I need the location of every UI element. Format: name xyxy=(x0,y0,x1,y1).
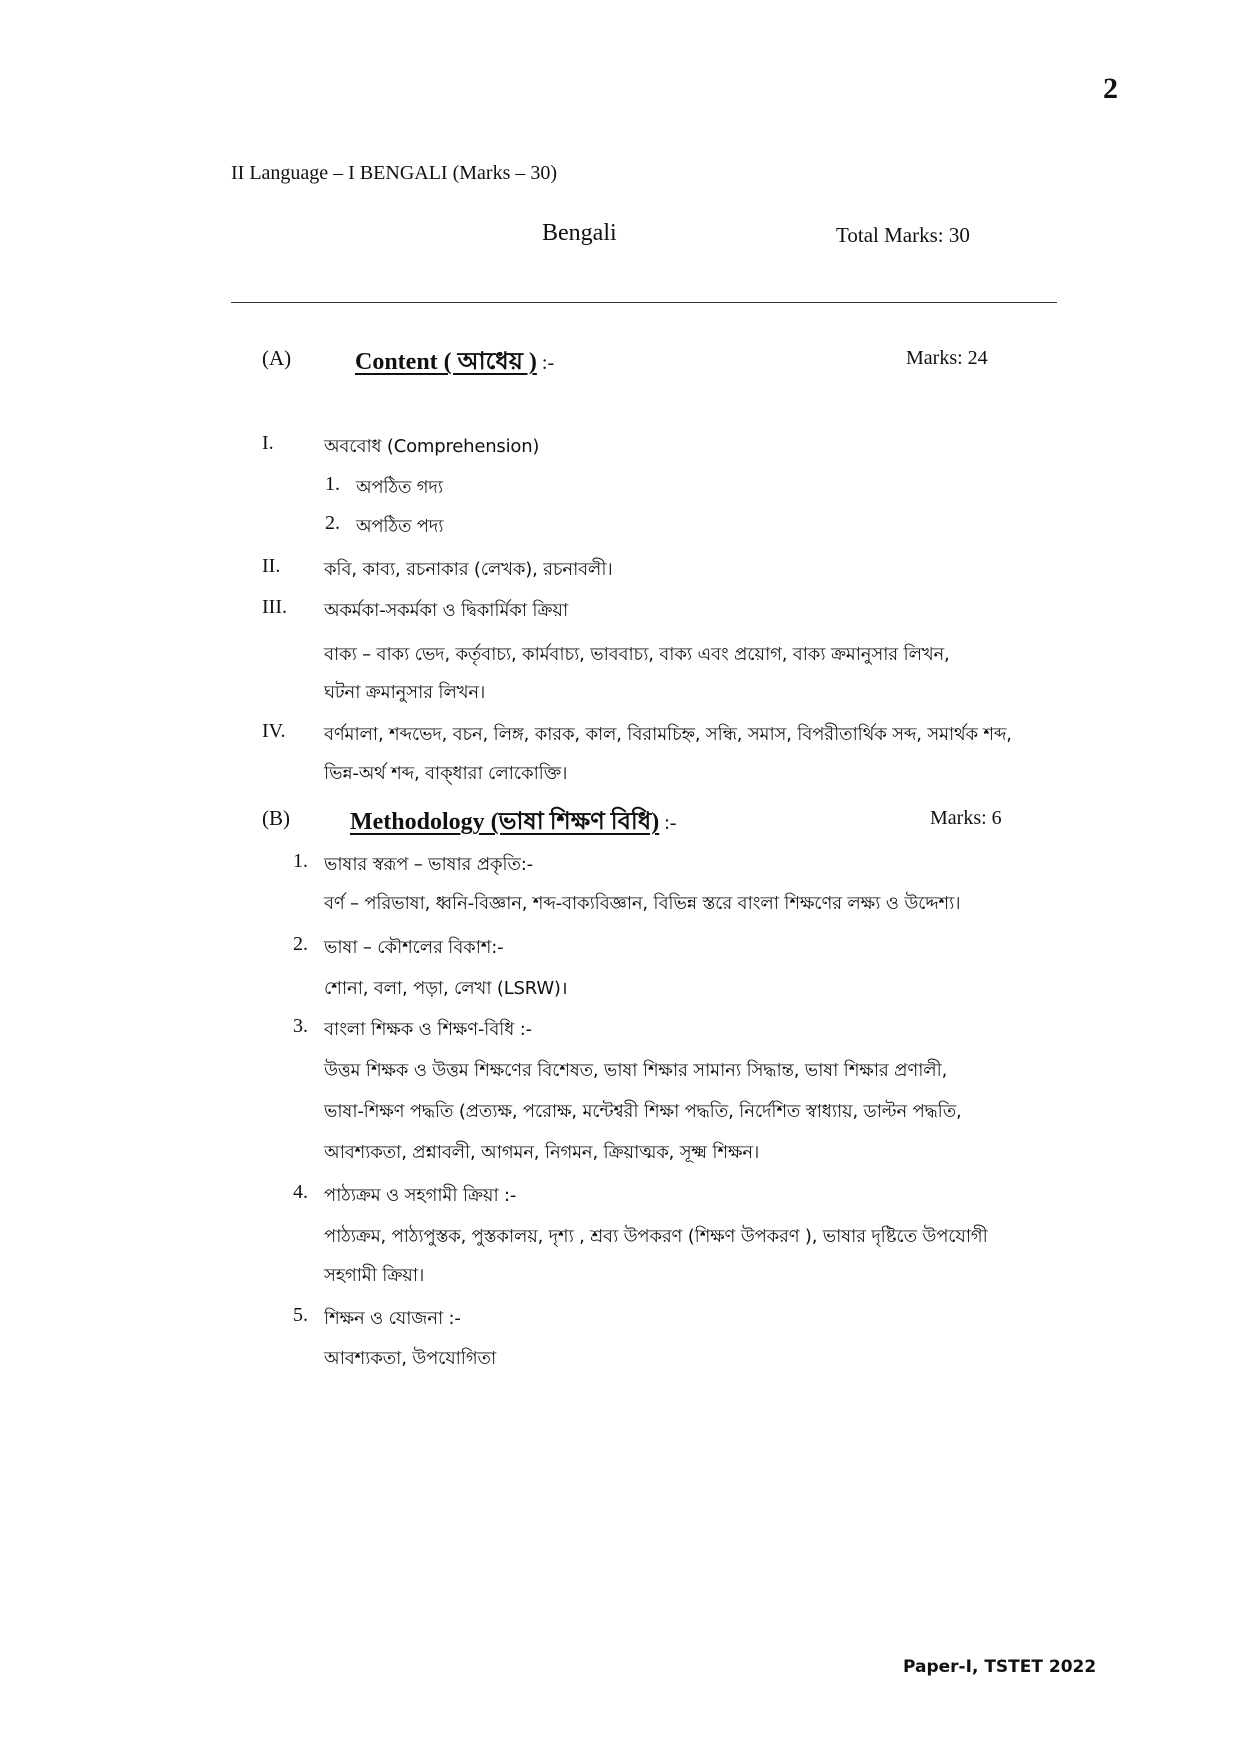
subject-name: Bengali xyxy=(542,220,617,246)
item-text xyxy=(324,432,539,463)
item-num: IV. xyxy=(262,720,286,742)
item-text: বাংলা শিক্ষক ও শিক্ষণ-বিধি :- xyxy=(324,1019,532,1040)
section-a-title: Content ( আধেয় ) xyxy=(355,349,537,375)
section-a-marks: Marks: 24 xyxy=(906,347,988,369)
item-text: ভাষার স্বরূপ – ভাষার প্রকৃতি:- xyxy=(324,854,533,875)
item-num: 3. xyxy=(293,1015,308,1037)
item-text: অকর্মকা-সকর্মকা ও দ্বিকার্মিকা ক্রিয়া xyxy=(324,600,569,621)
header-divider xyxy=(231,302,1057,303)
item-line: ভাষা-শিক্ষণ পদ্ধতি (প্রত্যক্ষ, পরোক্ষ, মন্টেশ্বরী শিক্ষা পদ্ধতি, নির্দেশিত স্বাধ্যায়, ডাল্টন পদ্ধতি, xyxy=(324,1101,962,1122)
item-num: I. xyxy=(262,432,274,454)
item-text: ভাষা – কৌশলের বিকাশ:- xyxy=(324,937,504,958)
document-title: II Language – I BENGALI (Marks – 30) xyxy=(231,162,558,184)
item-line: ঘটনা ক্রমানুসার লিখন। xyxy=(324,682,486,703)
item-line: আবশ্যকতা, প্রশ্নাবলী, আগমন, নিগমন, ক্রিয়াত্মক, সূক্ষ্ম শিক্ষন। xyxy=(324,1142,760,1163)
subitem-num: 1. xyxy=(325,473,340,495)
item-line: ভিন্ন-অর্থ শব্দ, বাক্ধারা লোকোক্তি। xyxy=(324,763,568,784)
item-line: শোনা, বলা, পড়া, লেখা (LSRW)। xyxy=(324,978,568,999)
section-a-heading xyxy=(355,343,554,383)
item-line: সহগামী ক্রিয়া। xyxy=(324,1265,425,1286)
section-b-heading xyxy=(350,803,676,843)
comprehension-label: অববোধ (Comprehension) xyxy=(324,436,540,457)
item-num: 2. xyxy=(293,933,308,955)
item-line: বাক্য – বাক্য ভেদ, কর্তৃবাচ্য, কার্মবাচ্য, ভাববাচ্য, বাক্য এবং প্রয়োগ, বাক্য ক্রমানুসার লিখন, xyxy=(324,644,950,665)
item-text: পাঠ্যক্রম ও সহগামী ক্রিয়া :- xyxy=(324,1185,517,1206)
item-num: II. xyxy=(262,555,281,577)
section-a-label: (A) xyxy=(262,346,292,370)
item-line: বর্ণ – পরিভাষা, ধ্বনি-বিজ্ঞান, শব্দ-বাক্যবিজ্ঞান, বিভিন্ন স্তরে বাংলা শিক্ষণের লক্ষ্য ও উদ্দেশ্য। xyxy=(324,893,961,914)
item-text: বর্ণমালা, শব্দভেদ, বচন, লিঙ্গ, কারক, কাল, বিরামচিহ্ন, সন্ধি, সমাস, বিপরীতার্থিক সব্দ, সমার্থক শব্দ, xyxy=(324,724,1012,745)
item-line: আবশ্যকতা, উপযোগিতা xyxy=(324,1348,496,1369)
footer-paper-label: Paper-I, TSTET 2022 xyxy=(903,1657,1097,1677)
section-a-suffix: :- xyxy=(536,352,555,374)
item-num: III. xyxy=(262,596,287,618)
section-b-suffix: :- xyxy=(659,812,677,834)
page-number: 2 xyxy=(1103,72,1118,105)
section-b-marks: Marks: 6 xyxy=(930,807,1002,829)
section-b-label: (B) xyxy=(262,806,290,830)
subitem-num: 2. xyxy=(325,512,340,534)
total-marks: Total Marks: 30 xyxy=(836,223,970,247)
item-num: 5. xyxy=(293,1304,308,1326)
subitem-text: অপঠিত গদ্য xyxy=(356,477,443,498)
item-line: পাঠ্যক্রম, পাঠ্যপুস্তক, পুস্তকালয়, দৃশ্য , শ্রব্য উপকরণ (শিক্ষণ উপকরণ ), ভাষার দৃষ্টিতে উপযোগী xyxy=(324,1226,988,1247)
section-b-title: Methodology (ভাষা শিক্ষণ বিধি) xyxy=(350,809,660,835)
subitem-text: অপঠিত পদ্য xyxy=(356,516,444,537)
item-num: 1. xyxy=(293,850,308,872)
item-num: 4. xyxy=(293,1181,308,1203)
item-text: শিক্ষন ও যোজনা :- xyxy=(324,1308,461,1329)
item-text: কবি, কাব্য, রচনাকার (লেখক), রচনাবলী। xyxy=(324,559,613,580)
item-line: উত্তম শিক্ষক ও উত্তম শিক্ষণের বিশেষত, ভাষা শিক্ষার সামান্য সিদ্ধান্ত, ভাষা শিক্ষার প্রণালী, xyxy=(324,1060,948,1081)
